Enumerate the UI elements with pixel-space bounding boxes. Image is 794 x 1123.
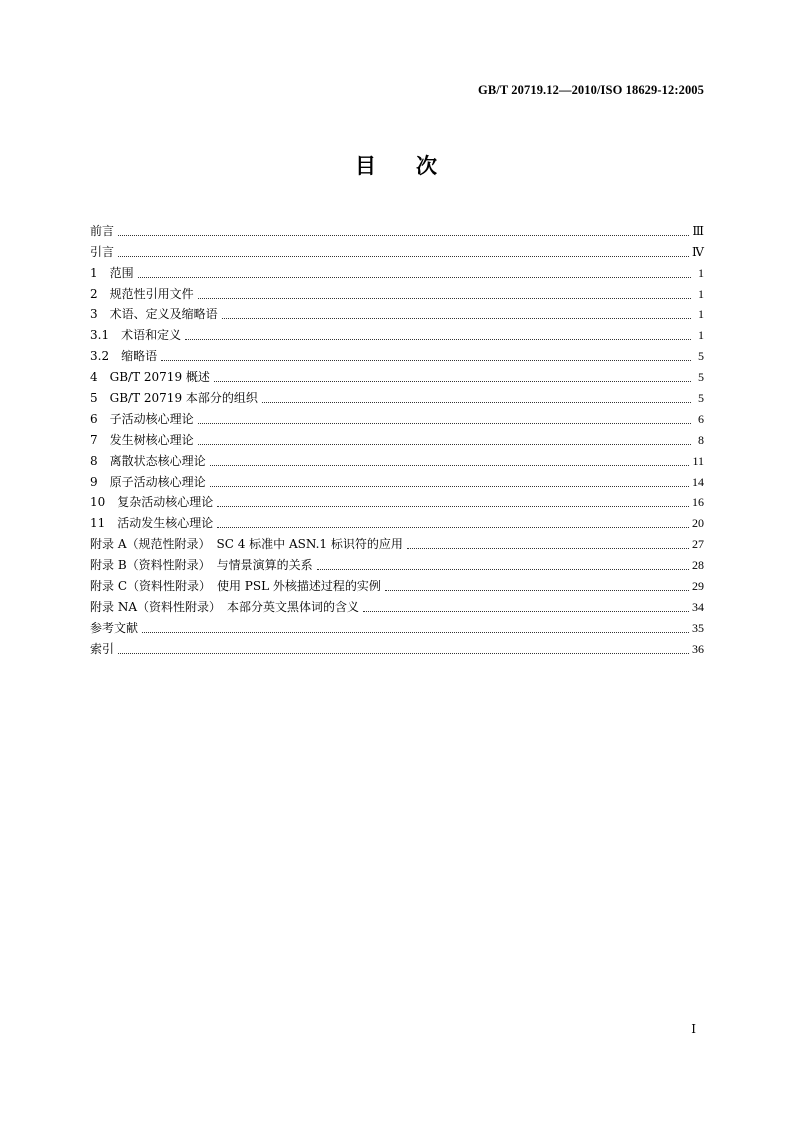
toc-entry-page-number: 14 bbox=[692, 474, 704, 489]
toc-entry[interactable] bbox=[90, 490, 704, 511]
toc-entry-label: 1 范围 bbox=[90, 265, 134, 280]
dot-leader bbox=[118, 235, 689, 236]
dot-leader bbox=[214, 381, 691, 382]
toc-entry[interactable] bbox=[90, 364, 704, 385]
dot-leader bbox=[210, 465, 690, 466]
dot-leader bbox=[185, 339, 691, 340]
toc-entry-page-number: Ⅲ bbox=[692, 223, 704, 238]
toc-entry[interactable] bbox=[90, 218, 704, 239]
toc-entry-page-number: 6 bbox=[698, 411, 704, 426]
toc-entry-label: 5 GB/T 20719 本部分的组织 bbox=[90, 391, 258, 406]
dot-leader bbox=[363, 611, 689, 612]
toc-entry-page-number: 1 bbox=[698, 265, 704, 280]
dot-leader bbox=[210, 486, 689, 487]
toc-entry[interactable] bbox=[90, 636, 704, 657]
toc-entry-label: 3.1 术语和定义 bbox=[90, 328, 182, 343]
page-folio: Ⅰ bbox=[691, 1022, 696, 1036]
toc-entry[interactable] bbox=[90, 281, 704, 302]
toc-entry[interactable] bbox=[90, 448, 704, 469]
toc-entry[interactable] bbox=[90, 615, 704, 636]
toc-entry-label: 2 规范性引用文件 bbox=[90, 286, 194, 301]
toc-entry-page-number: 35 bbox=[692, 620, 704, 635]
dot-leader bbox=[385, 590, 689, 591]
toc-entry-label: 附录 NA（资料性附录） 本部分英文黑体词的含义 bbox=[90, 599, 359, 614]
toc-entry-label: 附录 C（资料性附录） 使用 PSL 外核描述过程的实例 bbox=[90, 579, 381, 594]
toc-entry[interactable] bbox=[90, 594, 704, 615]
toc-entry-label: 4 GB/T 20719 概述 bbox=[90, 370, 210, 385]
toc-entry-label: 6 子活动核心理论 bbox=[90, 411, 194, 426]
toc-entry[interactable] bbox=[90, 573, 704, 594]
toc-entry-page-number: 5 bbox=[698, 349, 704, 364]
toc-entry[interactable] bbox=[90, 302, 704, 323]
toc-entry-label: 7 发生树核心理论 bbox=[90, 432, 194, 447]
toc-entry-label: 3 术语、定义及缩略语 bbox=[90, 307, 218, 322]
toc-entry[interactable] bbox=[90, 552, 704, 573]
toc-entry-page-number: 1 bbox=[698, 328, 704, 343]
toc-entry-page-number: 36 bbox=[692, 641, 704, 656]
toc-entry-page-number: 8 bbox=[698, 432, 704, 447]
toc-entry-label: 参考文献 bbox=[90, 620, 139, 635]
toc-entry-label: 前言 bbox=[90, 223, 115, 238]
toc-entry-label: 11 活动发生核心理论 bbox=[90, 516, 214, 531]
toc-entry-label: 9 原子活动核心理论 bbox=[90, 474, 206, 489]
dot-leader bbox=[217, 506, 689, 507]
toc-entry[interactable] bbox=[90, 322, 704, 343]
dot-leader bbox=[118, 653, 689, 654]
dot-leader bbox=[198, 298, 691, 299]
toc-entry[interactable] bbox=[90, 239, 704, 260]
toc-entry[interactable] bbox=[90, 260, 704, 281]
toc-entry[interactable] bbox=[90, 343, 704, 364]
page-title-part1: 目 bbox=[355, 153, 378, 178]
toc-entry-label: 3.2 缩略语 bbox=[90, 349, 158, 364]
standard-code: GB/T 20719.12—2010/ISO 18629-12:2005 bbox=[478, 83, 704, 97]
toc-entry-page-number: 27 bbox=[692, 537, 704, 552]
toc-entry-page-number: 5 bbox=[698, 391, 704, 406]
page-title bbox=[0, 150, 794, 180]
toc-entry-page-number: 5 bbox=[698, 370, 704, 385]
toc-entry-page-number: Ⅳ bbox=[692, 244, 704, 259]
dot-leader bbox=[118, 256, 689, 257]
toc-entry[interactable] bbox=[90, 427, 704, 448]
dot-leader bbox=[161, 360, 691, 361]
toc-entry-page-number: 1 bbox=[698, 307, 704, 322]
dot-leader bbox=[317, 569, 689, 570]
toc-entry-page-number: 29 bbox=[692, 579, 704, 594]
toc-entry-label: 索引 bbox=[90, 641, 115, 656]
dot-leader bbox=[142, 632, 689, 633]
toc-entry[interactable] bbox=[90, 469, 704, 490]
toc-entry-label: 8 离散状态核心理论 bbox=[90, 453, 206, 468]
table-of-contents bbox=[90, 218, 704, 657]
toc-entry-page-number: 28 bbox=[692, 558, 704, 573]
dot-leader bbox=[217, 527, 689, 528]
toc-entry-label: 引言 bbox=[90, 244, 115, 259]
toc-entry[interactable] bbox=[90, 406, 704, 427]
dot-leader bbox=[198, 444, 691, 445]
toc-entry-page-number: 1 bbox=[698, 286, 704, 301]
toc-entry-page-number: 16 bbox=[692, 495, 704, 510]
dot-leader bbox=[222, 318, 691, 319]
dot-leader bbox=[138, 277, 691, 278]
toc-entry-page-number: 11 bbox=[692, 453, 704, 468]
toc-entry-page-number: 20 bbox=[692, 516, 704, 531]
toc-entry-page-number: 34 bbox=[692, 599, 704, 614]
dot-leader bbox=[198, 423, 691, 424]
page-title-part2: 次 bbox=[416, 153, 439, 178]
dot-leader bbox=[262, 402, 691, 403]
toc-entry[interactable] bbox=[90, 531, 704, 552]
toc-entry-label: 附录 A（规范性附录） SC 4 标准中 ASN.1 标识符的应用 bbox=[90, 537, 403, 552]
toc-entry[interactable] bbox=[90, 510, 704, 531]
dot-leader bbox=[407, 548, 689, 549]
toc-entry-label: 10 复杂活动核心理论 bbox=[90, 495, 214, 510]
toc-entry-label: 附录 B（资料性附录） 与情景演算的关系 bbox=[90, 558, 313, 573]
toc-entry[interactable] bbox=[90, 385, 704, 406]
